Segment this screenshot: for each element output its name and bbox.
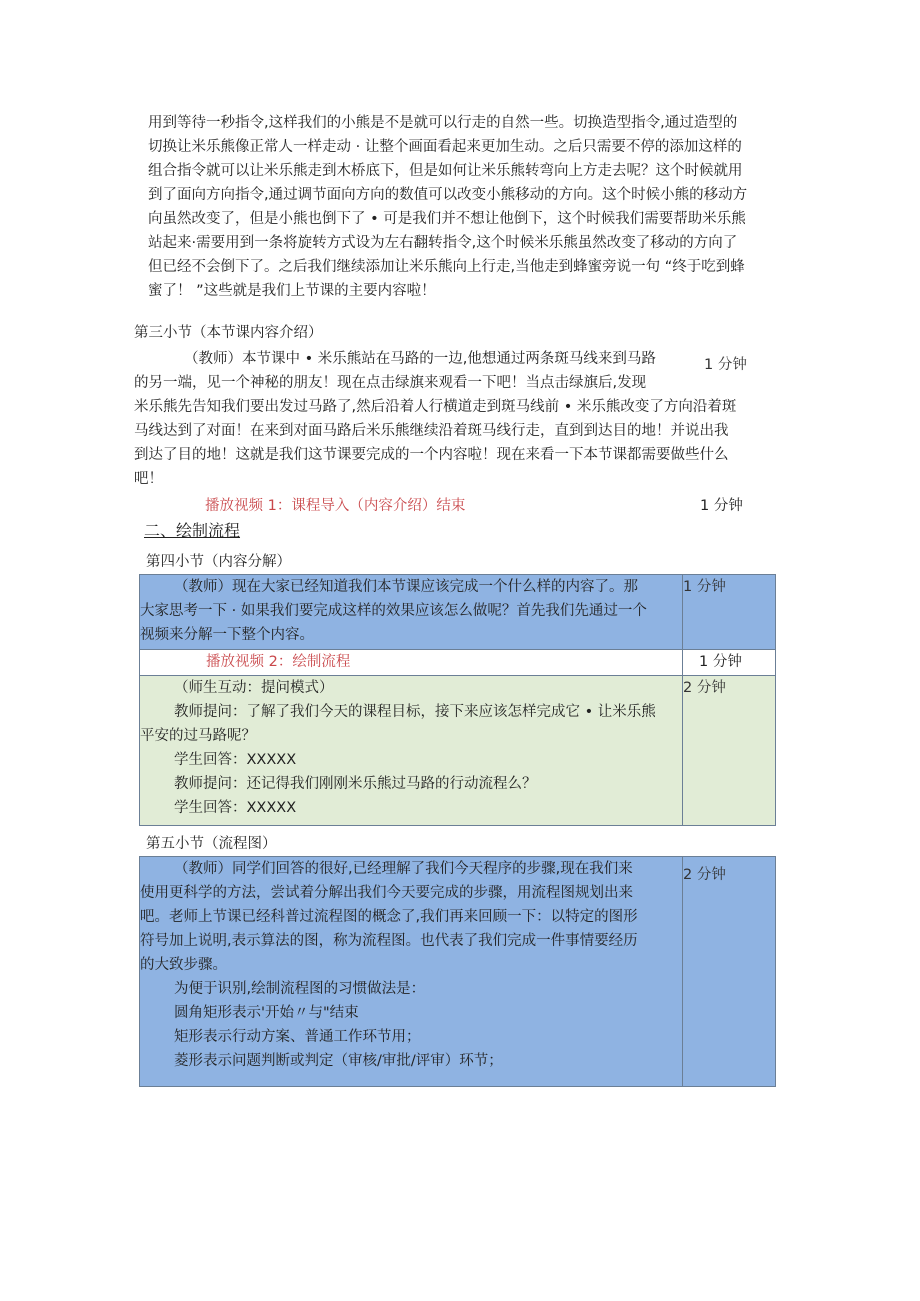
table-row xyxy=(140,650,776,676)
text-line: （师生互动：提问模式） xyxy=(174,680,334,696)
text-line: 学生回答：XXXXX xyxy=(174,752,297,768)
section3-duration: 1 分钟 xyxy=(704,357,747,373)
text-line: 米乐熊先告知我们要出发过马路了,然后沿着人行横道走到斑马线前 • 米乐熊改变了方向沿着斑 xyxy=(134,399,737,415)
text-line: （教师）现在大家已经知道我们本节课应该完成一个什么样的内容了。那 xyxy=(174,579,638,595)
video2-label: 播放视频 2：绘制流程 xyxy=(206,654,351,670)
table-cell xyxy=(140,676,683,826)
text-line: （教师）本节课中 • 米乐熊站在马路的一边,他想通过两条斑马线来到马路 xyxy=(184,351,656,367)
table-cell xyxy=(140,857,683,1087)
section4-heading: 第四小节（内容分解） xyxy=(146,554,291,570)
table-row xyxy=(140,857,776,1087)
text-line: 学生回答：XXXXX xyxy=(174,800,297,816)
table-row xyxy=(140,575,776,650)
section3-paragraph xyxy=(134,347,784,491)
text-line: 到了面向方向指令,通过调节面向方向的数值可以改变小熊移动的方向。这个时候小熊的移动方 xyxy=(148,187,748,203)
text-line: 为便于识别,绘制流程图的习惯做法是： xyxy=(174,981,426,997)
video1-label: 播放视频 1：课程导入（内容介绍）结束 xyxy=(205,498,466,514)
text-line: 符号加上说明,表示算法的图，称为流程图。也代表了我们完成一件事情要经历 xyxy=(140,933,638,949)
text-line: 组合指令就可以让米乐熊走到木桥底下，但是如何让米乐熊转弯向上方走去呢？这个时候就用 xyxy=(148,163,743,179)
text-line: 到达了目的地！这就是我们这节课要完成的一个内容啦！现在来看一下本节课都需要做些什么 xyxy=(134,447,729,463)
text-line: 教师提问：了解了我们今天的课程目标，接下来应该怎样完成它 • 让米乐熊 xyxy=(174,704,656,720)
text-line: 视频来分解一下整个内容。 xyxy=(140,627,314,643)
table-cell-duration: 2 分钟 xyxy=(683,676,776,826)
section3-heading: 第三小节（本节课内容介绍） xyxy=(134,325,323,341)
text-line: 教师提问：还记得我们刚刚米乐熊过马路的行动流程么？ xyxy=(174,776,537,792)
table-cell xyxy=(140,650,683,676)
text-line: 吧！ xyxy=(134,471,163,487)
table-row xyxy=(140,676,776,826)
text-line: 菱形表示问题判断或判定（审核/审批/评审）环节； xyxy=(174,1053,503,1069)
text-line: 圆角矩形表示'开始〃与"结束 xyxy=(174,1005,359,1021)
text-line: 蜜了！ ”这些就是我们上节课的主要内容啦！ xyxy=(148,283,436,299)
table-cell xyxy=(140,575,683,650)
video1-duration: 1 分钟 xyxy=(700,498,743,514)
text-line: 大家思考一下 · 如果我们要完成这样的效果应该怎么做呢？首先我们先通过一个 xyxy=(140,603,647,619)
table-cell-duration: 2 分钟 xyxy=(683,857,776,1087)
text-line: 吧。老师上节课已经科普过流程图的概念了,我们再来回顾一下：以特定的图形 xyxy=(140,909,638,925)
part2-title: 二、绘制流程 xyxy=(144,521,241,540)
intro-paragraph xyxy=(148,111,788,303)
table-cell-duration: 1 分钟 xyxy=(683,575,776,650)
text-line: 向虽然改变了，但是小熊也倒下了 • 可是我们并不想让他倒下，这个时候我们需要帮助米乐熊 xyxy=(148,211,746,227)
text-line: 平安的过马路呢？ xyxy=(140,728,256,744)
text-line: 站起来·需要用到一条将旋转方式设为左右翻转指令,这个时候米乐熊虽然改变了移动的方向了 xyxy=(148,235,738,251)
text-line: 但已经不会倒下了。之后我们继续添加让米乐熊向上行走,当他走到蜂蜜旁说一句 “终于吃到蜂 xyxy=(148,259,745,275)
section4-table xyxy=(139,574,776,826)
text-line: 马线达到了对面！在来到对面马路后米乐熊继续沿着斑马线行走，直到到达目的地！并说出我 xyxy=(134,423,729,439)
text-line: 用到等待一秒指令,这样我们的小熊是不是就可以行走的自然一些。切换造型指令,通过造型的 xyxy=(148,115,738,131)
table-cell-duration: 1 分钟 xyxy=(683,650,776,676)
text-line: 的大致步骤。 xyxy=(140,957,227,973)
text-line: 矩形表示行动方案、普通工作环节用； xyxy=(174,1029,421,1045)
text-line: 切换让米乐熊像正常人一样走动 · 让整个画面看起来更加生动。之后只需要不停的添加这样的 xyxy=(148,139,742,155)
text-line: 使用更科学的方法，尝试着分解出我们今天要完成的步骤，用流程图规划出来 xyxy=(140,885,633,901)
text-line: （教师）同学们回答的很好,已经理解了我们今天程序的步骤,现在我们来 xyxy=(174,861,633,877)
section5-table xyxy=(139,856,776,1087)
text-line: 的另一端，见一个神秘的朋友！现在点击绿旗来观看一下吧！当点击绿旗后,发现 xyxy=(134,375,647,391)
section5-heading: 第五小节（流程图） xyxy=(146,836,277,852)
